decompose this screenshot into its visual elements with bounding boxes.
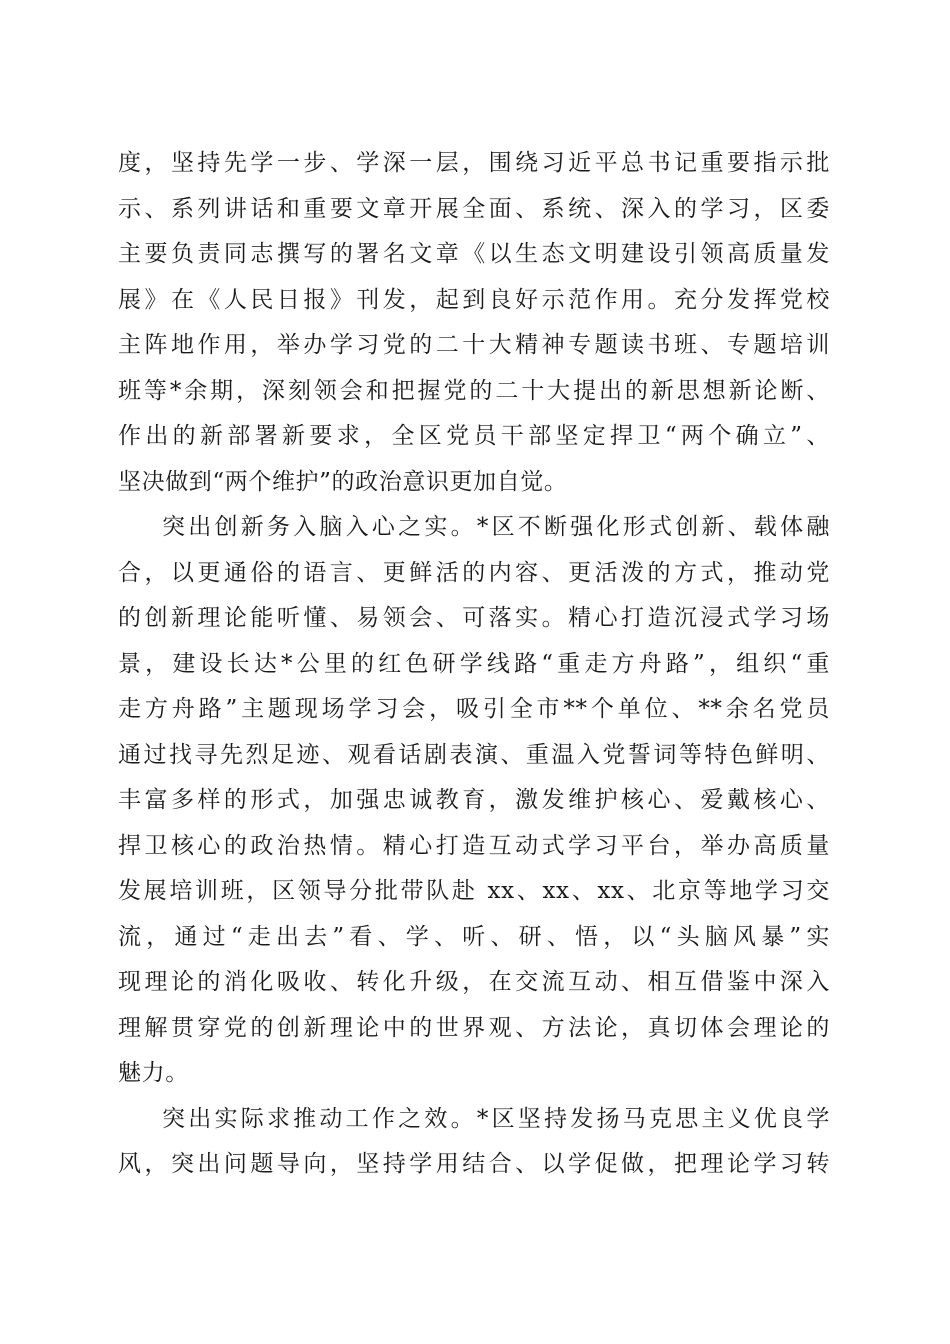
text-line: 魅力。	[118, 1060, 189, 1086]
text-line: 发展培训班，区领导分批带队赴 xx、xx、xx、北京等地学习交	[118, 878, 830, 904]
text-line: 主要负责同志撰写的署名文章《以生态文明建设引领高质量发	[118, 241, 830, 267]
text-line: 通过找寻先烈足迹、观看话剧表演、重温入党誓词等特色鲜明、	[118, 741, 830, 768]
text-line: 现理论的消化吸收、转化升级，在交流互动、相互借鉴中深入	[118, 969, 830, 995]
text-line: 展》在《人民日报》刊发，起到良好示范作用。充分发挥党校	[118, 286, 830, 313]
paragraph-p3	[118, 1097, 830, 1188]
text-line: 主阵地作用，举办学习党的二十大精神专题读书班、专题培训	[118, 332, 830, 358]
text-line: 走方舟路”主题现场学习会，吸引全市**个单位、**余名党员	[118, 696, 830, 722]
text-line: 班等*余期，深刻领会和把握党的二十大提出的新思想新论断、	[118, 377, 830, 404]
paragraph-p2	[118, 505, 830, 1097]
text-line: 作出的新部署新要求，全区党员干部坚定捍卫“两个确立”、	[118, 423, 830, 449]
text-line: 坚决做到“两个维护”的政治意识更加自觉。	[118, 468, 568, 495]
text-line: 突出创新务入脑入心之实。*区不断强化形式创新、载体融	[162, 514, 830, 540]
text-line: 理解贯穿党的创新理论中的世界观、方法论，真切体会理论的	[118, 1014, 830, 1041]
text-line: 示、系列讲话和重要文章开展全面、系统、深入的学习，区委	[118, 195, 830, 222]
text-line: 流，通过“走出去”看、学、听、研、悟，以“头脑风暴”实	[118, 923, 830, 950]
document-body	[118, 141, 830, 1188]
text-line: 捍卫核心的政治热情。精心打造互动式学习平台，举办高质量	[118, 832, 830, 859]
paragraph-p1	[118, 141, 830, 505]
text-line: 突出实际求推动工作之效。*区坚持发扬马克思主义优良学	[162, 1105, 830, 1132]
text-line: 景，建设长达*公里的红色研学线路“重走方舟路”，组织“重	[118, 650, 830, 677]
text-line: 风，突出问题导向，坚持学用结合、以学促做，把理论学习转	[118, 1151, 830, 1177]
text-line: 度，坚持先学一步、学深一层，围绕习近平总书记重要指示批	[118, 150, 830, 176]
text-line: 丰富多样的形式，加强忠诚教育，激发维护核心、爱戴核心、	[118, 787, 830, 813]
text-line: 的创新理论能听懂、易领会、可落实。精心打造沉浸式学习场	[118, 605, 830, 631]
text-line: 合，以更通俗的语言、更鲜活的内容、更活泼的方式，推动党	[118, 559, 830, 586]
